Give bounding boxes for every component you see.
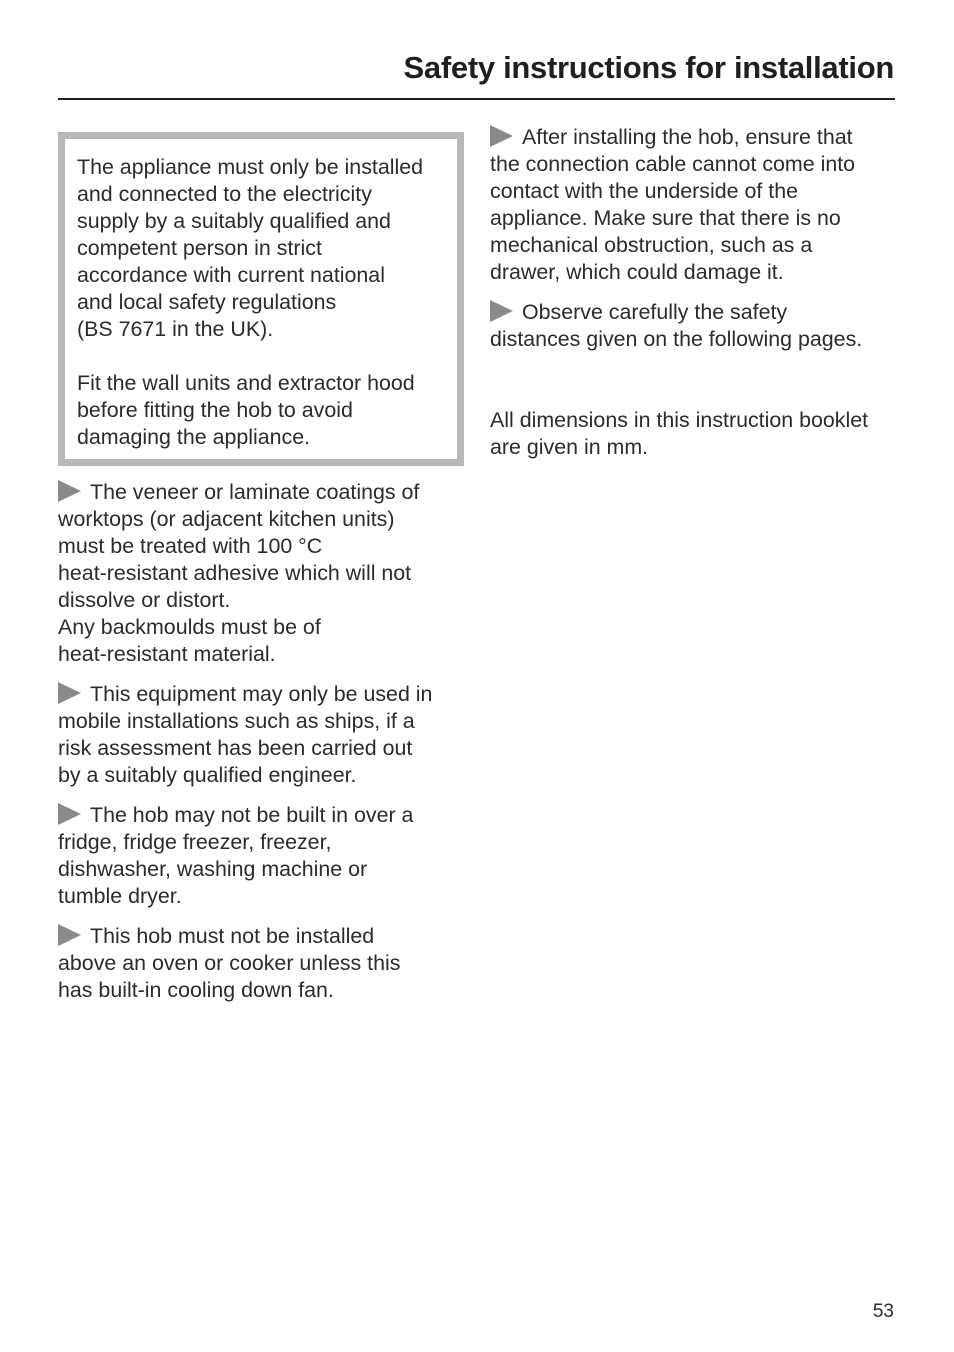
- text-line: fridge, fridge freezer, freezer,: [58, 830, 332, 854]
- safety-item: [58, 923, 468, 1004]
- safety-item: [58, 479, 468, 668]
- text-line: Observe carefully the safety: [522, 300, 788, 324]
- text-line: contact with the underside of the: [490, 179, 798, 203]
- safety-item: [58, 802, 468, 910]
- text-line: After installing the hob, ensure that: [522, 125, 853, 149]
- text-line: the connection cable cannot come into: [490, 152, 856, 176]
- text-line: heat-resistant adhesive which will not: [58, 561, 412, 585]
- text-line: and connected to the electricity: [77, 182, 372, 206]
- bullet-arrow-icon: [58, 682, 81, 704]
- text-line: accordance with current national: [77, 263, 385, 287]
- text-line: The appliance must only be installed: [77, 155, 424, 179]
- left-column: [58, 132, 468, 1004]
- text-line: and local safety regulations: [77, 290, 337, 314]
- dimensions-note: [490, 407, 910, 461]
- text-line: dishwasher, washing machine or: [58, 857, 368, 881]
- text-line: mechanical obstruction, such as a: [490, 233, 813, 257]
- text-line: (BS 7671 in the UK).: [77, 317, 274, 341]
- text-line: This equipment may only be used in: [90, 682, 433, 706]
- text-line: heat-resistant material.: [58, 642, 276, 666]
- text-line: The hob may not be built in over a: [90, 803, 414, 827]
- warning-box: [58, 132, 464, 466]
- safety-item: [58, 681, 468, 789]
- text-line: drawer, which could damage it.: [490, 260, 784, 284]
- text-line: competent person in strict: [77, 236, 322, 260]
- text-line: supply by a suitably qualified and: [77, 209, 391, 233]
- bullet-arrow-icon: [58, 480, 81, 502]
- text-line: damaging the appliance.: [77, 425, 311, 449]
- text-line: Fit the wall units and extractor hood: [77, 371, 415, 395]
- warning-paragraph: [77, 370, 457, 451]
- bullet-arrow-icon: [490, 300, 513, 322]
- text-line: above an oven or cooker unless this: [58, 951, 401, 975]
- page-title: Safety instructions for installation: [403, 50, 894, 85]
- text-line: are given in mm.: [490, 435, 649, 459]
- right-column: [490, 124, 910, 461]
- text-line: All dimensions in this instruction booklet: [490, 408, 869, 432]
- text-line: tumble dryer.: [58, 884, 182, 908]
- text-line: distances given on the following pages.: [490, 327, 863, 351]
- bullet-arrow-icon: [58, 924, 81, 946]
- bullet-arrow-icon: [490, 125, 513, 147]
- warning-paragraph: [77, 154, 457, 343]
- text-line: has built-in cooling down fan.: [58, 978, 334, 1002]
- title-divider: [58, 98, 895, 100]
- text-line: Any backmoulds must be of: [58, 615, 321, 639]
- text-line: risk assessment has been carried out: [58, 736, 413, 760]
- text-line: before fitting the hob to avoid: [77, 398, 353, 422]
- text-line: The veneer or laminate coatings of: [90, 480, 420, 504]
- page-number: 53: [872, 1301, 894, 1322]
- text-line: mobile installations such as ships, if a: [58, 709, 415, 733]
- text-line: by a suitably qualified engineer.: [58, 763, 357, 787]
- text-line: dissolve or distort.: [58, 588, 231, 612]
- safety-item: [490, 124, 910, 286]
- text-line: This hob must not be installed: [90, 924, 375, 948]
- text-line: worktops (or adjacent kitchen units): [58, 507, 395, 531]
- text-line: must be treated with 100 °C: [58, 534, 323, 558]
- text-line: appliance. Make sure that there is no: [490, 206, 841, 230]
- bullet-arrow-icon: [58, 803, 81, 825]
- safety-item: [490, 299, 910, 353]
